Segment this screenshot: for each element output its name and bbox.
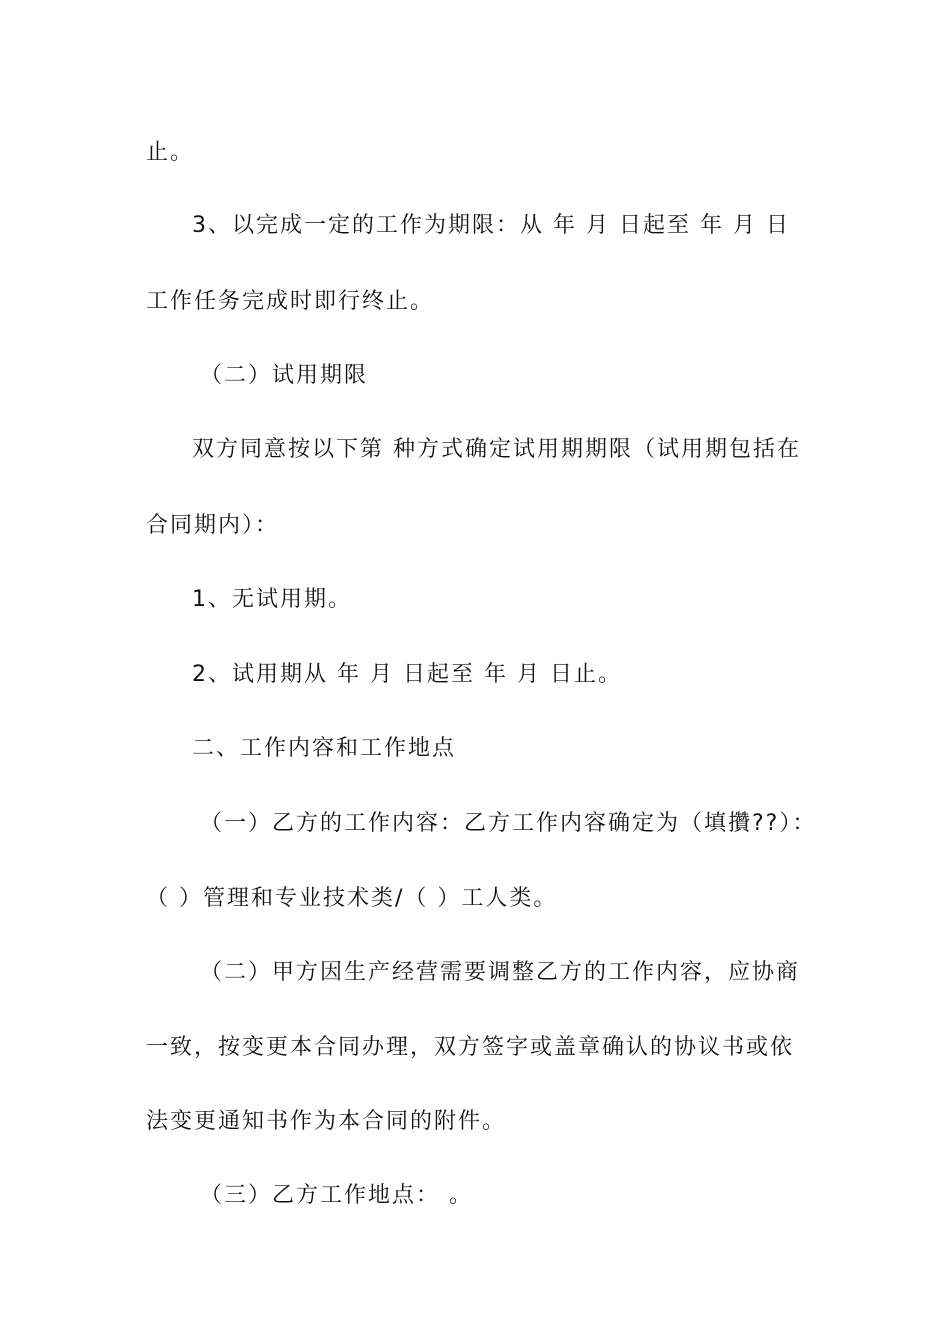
text-line-3: 工作任务完成时即行终止。 [146,289,435,314]
text-line-8: 2、试用期从 年 月 日起至 年 月 日止。 [192,662,622,687]
text-line-13: 一致，按变更本合同办理，双方签字或盖章确认的协议书或依 [146,1035,795,1060]
text-line-1: 止。 [146,140,195,165]
text-line-5: 双方同意按以下第 种方式确定试用期期限（试用期包括在 [192,437,801,462]
section-heading-work: 二、工作内容和工作地点 [192,736,457,761]
text-line-15: （三）乙方工作地点： 。 [200,1183,473,1208]
text-line-6: 合同期内）： [146,513,280,538]
section-heading-trial-period: （二）试用期限 [200,363,369,388]
text-line-2: 3、以完成一定的工作为期限：从 年 月 日起至 年 月 日 [192,213,790,238]
text-line-10: （一）乙方的工作内容：乙方工作内容确定为（填攢??）： [200,811,817,836]
text-line-12: （二）甲方因生产经营需要调整乙方的工作内容，应协商 [200,960,801,985]
text-line-7: 1、无试用期。 [192,587,352,612]
text-line-11: （ ）管理和专业技术类/（ ）工人类。 [146,886,558,911]
text-line-14: 法变更通知书作为本合同的附件。 [146,1109,507,1134]
